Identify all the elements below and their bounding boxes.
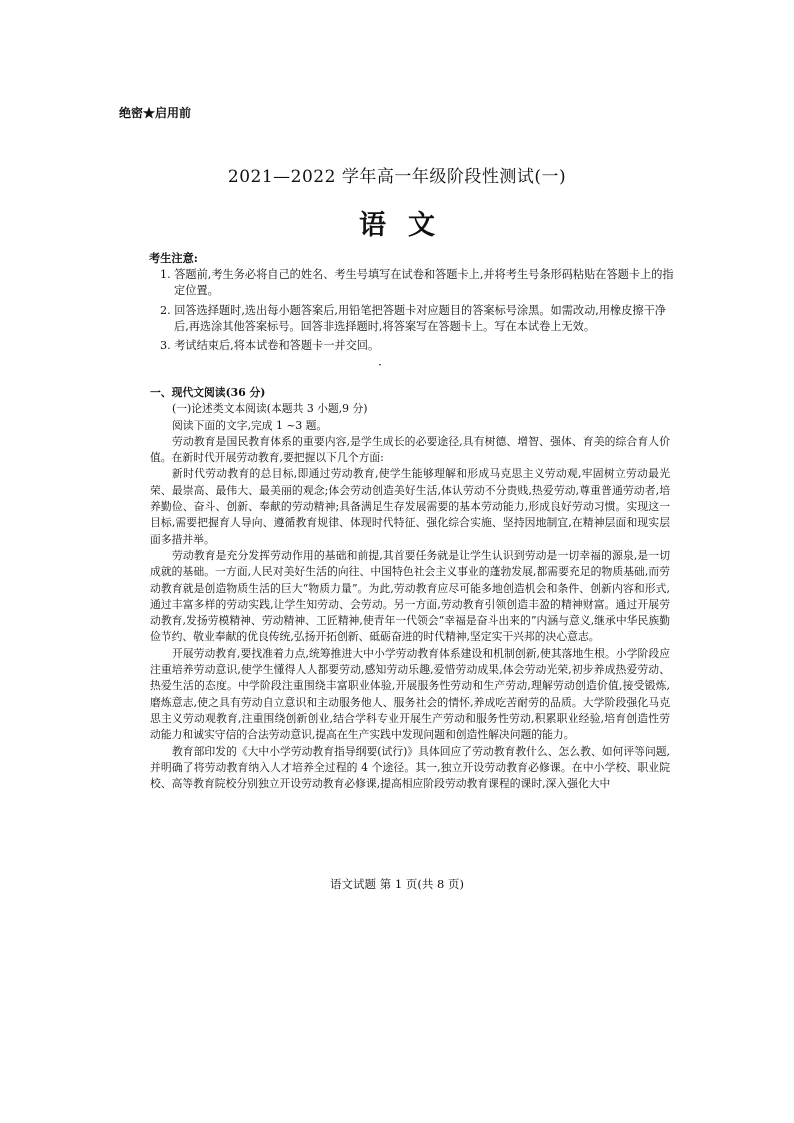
section-heading: 一、现代文阅读(36 分) (150, 386, 266, 399)
section-subheading: (一)论述类文本阅读(本题共 3 小题,9 分) (172, 402, 368, 416)
note-item-1: 1. 答题前,考生务必将自己的姓名、考生号填写在试卷和答题卡上,并将考生号条形码粘贴在答题卡上的指定位置。 (160, 268, 674, 298)
passage-paragraph-4: 开展劳动教育,要找准着力点,统筹推进大中小学劳动教育体系建设和机制创新,使其落地生根。小学阶段应注重培养劳动意识,使学生懂得人人都要劳动,感知劳动乐趣,爱惜劳动成果,体会劳动光荣,初步养成热爱劳动、热爱生活的态度。中学阶段注重围绕丰富职业体验,开展服务性劳动和生产劳动,理解劳动创造价值,接受锻炼,磨炼意志,使之具有劳动自立意识和主动服务他人、服务社会的情怀,养成吃苦耐劳的品质。大学阶段强化马克思主义劳动观教育,注重围绕创新创业,结合学科专业开展生产劳动和服务性劳动,积累职业经验,培育创造性劳动能力和诚实守信的合法劳动意识,提高在生产实践中发现问题和创造性解决问题的能力。 (150, 646, 670, 742)
passage-paragraph-5: 教育部印发的《大中小学劳动教育指导纲要(试行)》具体回应了劳动教育教什么、怎么教、如何评等问题,并明确了将劳动教育纳入人才培养全过程的 4 个途径。其一,独立开设劳动教育必修课。在中小学校、职业院校、高等教育院校分别独立开设劳动教育必修课,提高相应阶段劳动教育课程的课时,深入强化大中 (150, 744, 670, 791)
reading-section (150, 385, 670, 792)
note-item-2: 2. 回答选择题时,选出每小题答案后,用铅笔把答题卡对应题目的答案标号涂黑。如需改动,用橡皮擦干净后,再选涂其他答案标号。回答非选择题时,将答案写在答题卡上。写在本试卷上无效。 (160, 303, 666, 333)
passage-paragraph-3: 劳动教育是充分发挥劳动作用的基础和前提,其首要任务就是让学生认识到劳动是一切幸福的源泉,是一切成就的基础。一方面,人民对美好生活的向往、中国特色社会主义事业的蓬勃发展,都需要充足的物质基础,而劳动教育就是创造物质生活的巨大“物质力量”。为此,劳动教育应尽可能多地创造机会和条件、创新内容和形式,通过丰富多样的劳动实践,让学生知劳动、会劳动。另一方面,劳动教育引领创造丰盈的精神财富。通过开展劳动教育,发扬劳模精神、劳动精神、工匠精神,使青年一代领会“幸福是奋斗出来的”内涵与意义,继承中华民族勤俭节约、敬业奉献的优良传统,弘扬开拓创新、砥砺奋进的时代精神,坚定实干兴邦的决心意志。 (150, 548, 670, 644)
candidate-notes (150, 250, 680, 357)
passage-paragraph-1: 劳动教育是国民教育体系的重要内容,是学生成长的必要途径,具有树德、增智、强体、育美的综合育人价值。在新时代开展劳动教育,要把握以下几个方面: (150, 434, 670, 465)
section-instruction: 阅读下面的文字,完成 1 ~3 题。 (172, 418, 328, 432)
passage-paragraph-2: 新时代劳动教育的总目标,即通过劳动教育,使学生能够理解和形成马克思主义劳动观,牢固树立劳动最光荣、最崇高、最伟大、最美丽的观念;体会劳动创造美好生活,体认劳动不分贵贱,热爱劳动,尊重普通劳动者,培养勤俭、奋斗、创新、奉献的劳动精神;具备满足生存发展需要的基本劳动能力,形成良好劳动习惯。实现这一目标,需要把握育人导向、遵循教育规律、体现时代特征、强化综合实施、坚持因地制宜,在精神层面和现实层面多措并举。 (150, 467, 670, 546)
stray-dot: · (378, 358, 382, 372)
note-item-3: 3. 考试结束后,将本试卷和答题卡一并交回。 (160, 339, 380, 353)
notes-heading: 考生注意: (149, 251, 198, 265)
page-footer: 语文试题 第 1 页(共 8 页) (330, 877, 464, 891)
exam-title: 2021—2022 学年高一年级阶段性测试(一) (227, 167, 567, 187)
confidential-mark: 绝密★启用前 (119, 106, 192, 120)
subject-title: 语文 (359, 210, 457, 241)
